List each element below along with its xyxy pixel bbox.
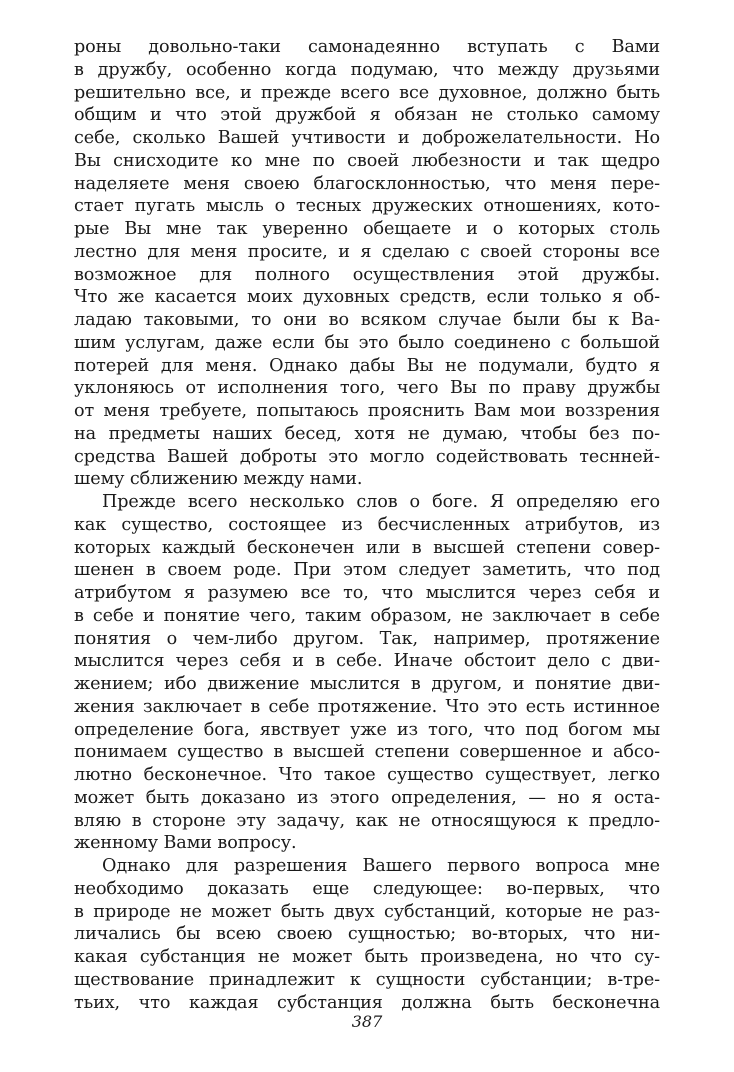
text-line: Однако для разрешения Вашего первого вопроса мне [102,856,660,876]
text-line: лестно для меня просите, и я сделаю с своей стороны все [74,241,660,262]
text-line: возможное для полного осуществления этой дружбы. [74,264,660,285]
text-line: средства Вашей доброты это могло содействовать теснней- [74,446,660,467]
text-line: шенен в своем роде. При этом следует заметить, что под [74,560,660,581]
text-line: Прежде всего несколько слов о боге. Я определяю его [102,492,660,512]
text-line: мыслится через себя и в себе. Иначе обстоит дело с дви- [74,651,660,672]
text-line: может быть доказано из этого определения, — но я оста- [74,787,660,808]
text-line: от меня требуете, попытаюсь прояснить Вам мои воззрения [74,401,660,421]
text-line: Что же касается моих духовных средств, если только я об- [74,287,660,308]
text-line: ществование принадлежит к сущности субстанции; в-тре- [74,969,660,990]
text-line: необходимо доказать еще следующее: во-первых, что [74,878,660,899]
text-line: определение бога, явствует уже из того, что под богом мы [74,719,660,740]
text-line: которых каждый бесконечен или в высшей степени совер- [74,537,660,558]
text-line: рые Вы мне так уверенно обещаете и о которых столь [74,219,660,239]
text-line: себе, сколько Вашей учтивости и доброжелательности. Но [74,128,660,148]
text-line: в дружбу, особенно когда подумаю, что между друзьями [74,59,660,80]
text-line: личались бы всею своею сущностью; во-вторых, что ни- [74,924,660,945]
text-line: женному Вами вопросу. [74,833,297,854]
text-line: уклоняюсь от исполнения того, чего Вы по праву дружбы [74,378,660,399]
text-line: в себе и понятие чего, таким образом, не заключает в себе [74,605,660,626]
text-line: ладаю таковыми, то они во всяком случае были бы к Ва- [74,310,660,330]
text-line: стает пугать мысль о тесных дружеских отношениях, кото- [74,196,660,217]
paragraph [74,855,660,1014]
text-line: жения заключает в себе протяжение. Что это есть истинное [74,696,660,717]
paragraph [74,491,660,855]
text-line: какая субстанция не может быть произведена, но что су- [74,947,660,967]
text-line: потерей для меня. Однако дабы Вы не подумали, будто я [74,355,660,376]
text-line: лютно бесконечное. Что такое существо существует, легко [74,765,660,785]
text-line: в природе не может быть двух субстанций, которые не раз- [74,901,660,922]
text-line: решительно все, и прежде всего все духовное, должно быть [74,82,660,103]
text-line: понятия о чем-либо другом. Так, например, протяжение [74,628,660,649]
text-line: на предметы наших бесед, хотя не думаю, чтобы без по- [74,423,660,444]
text-line: роны довольно-таки самонадеянно вступать с Вами [74,37,660,57]
text-line: шим услугам, даже если бы это было соединено с большой [74,332,660,353]
text-line: как существо, состоящее из бесчисленных атрибутов, из [74,514,660,535]
text-line: тьих, что каждая субстанция должна быть бесконечна [74,992,660,1013]
book-page [74,36,660,1036]
text-line: вляю в стороне эту задачу, как не относящуюся к предло- [74,810,660,831]
text-line: наделяете меня своею благосклонностью, что меня пере- [74,173,660,194]
page-number: 387 [351,1012,383,1031]
body-text [74,36,660,1014]
text-line: понимаем существо в высшей степени совершенное и абсо- [74,742,660,763]
text-line: общим и что этой дружбой я обязан не столько самому [74,105,660,126]
text-line: атрибутом я разумею все то, что мыслится через себя и [74,583,660,603]
text-line: жением; ибо движение мыслится в другом, и понятие дви- [74,674,660,694]
text-line: Вы снисходите ко мне по своей любезности и так щедро [74,150,660,171]
paragraph [74,36,660,491]
text-line: шему сближению между нами. [74,469,363,490]
